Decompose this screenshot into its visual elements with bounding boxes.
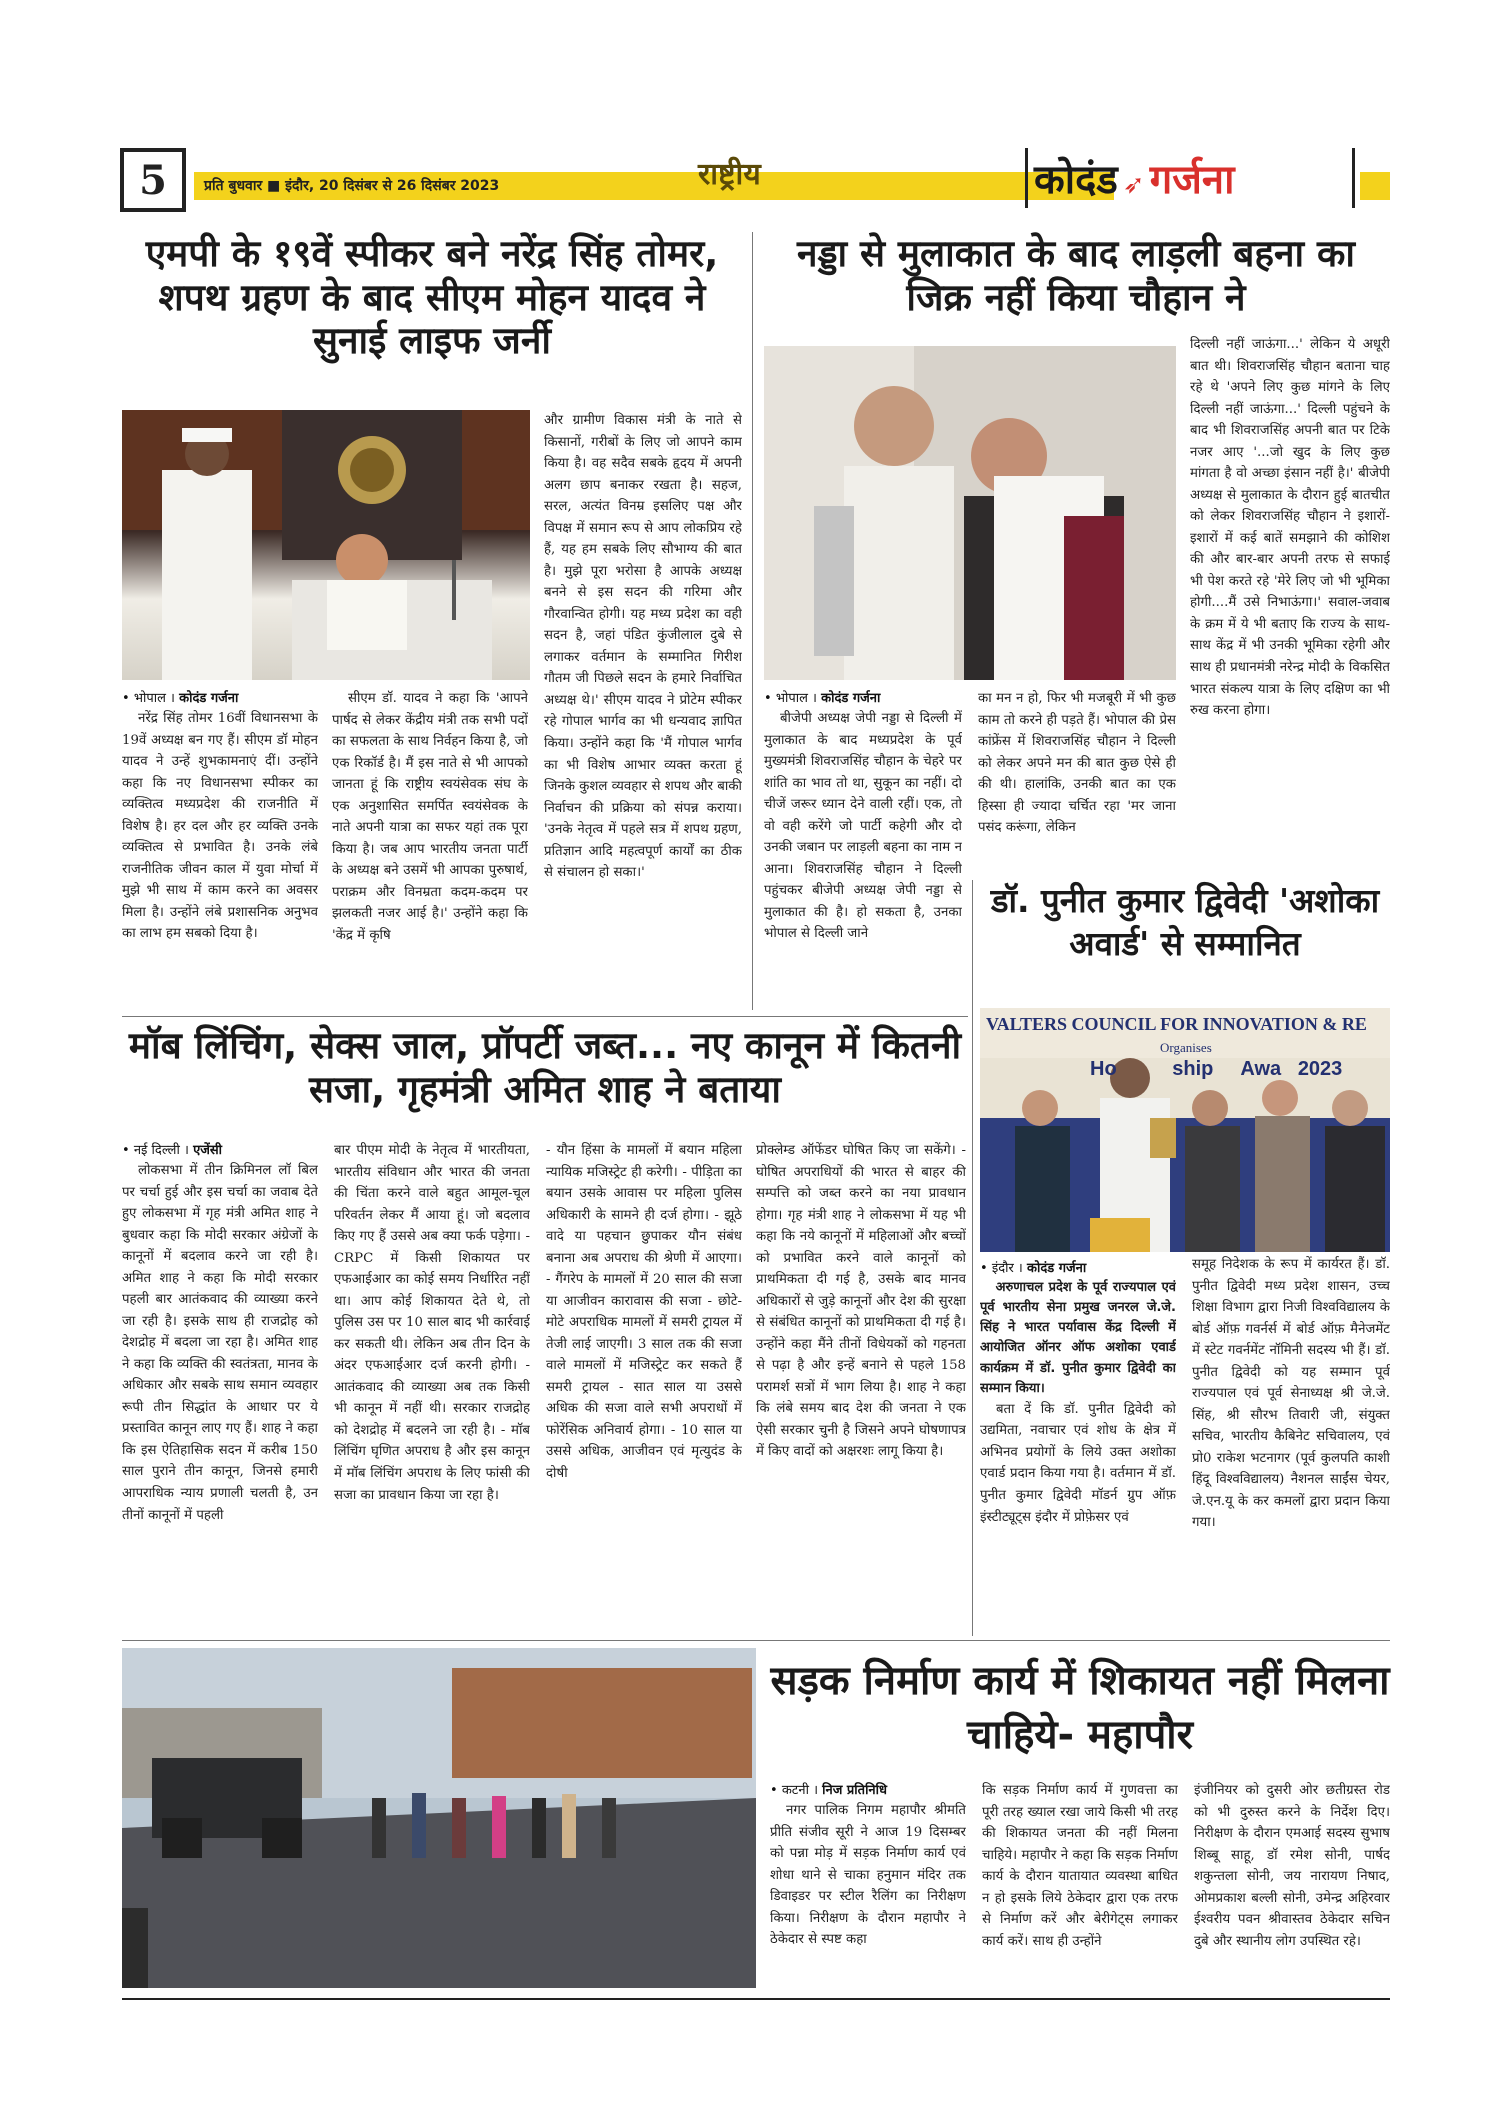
assembly-speaker-icon (122, 410, 530, 680)
road-inspection-icon (122, 1648, 756, 1988)
story2-col3-text: दिल्ली नहीं जाऊंगा...' लेकिन ये अधूरी बात थी। शिवराजसिंह चौहान बताना चाह रहे थे 'अपने लिए कुछ मांगने के लिए दिल्ली नहीं जाऊंगा...' दिल्ली पहुंचने के बाद भी शिवराजसिंह अपनी बात पर टिके नजर आए '...जो खुद के लिए कुछ मांगता है वो अच्छा इंसान नहीं है।' बीजेपी अध्यक्ष से मुलाकात के दौरान हुई बातचीत को लेकर शिवराजसिंह चौहान ने इशारों-इशारों में कई बातें समझाने की कोशिश की और बार-बार अपनी तरफ से सफाई भी पेश करते रहे 'मेरे लिए जो भी भूमिका होगी....मैं उसे निभाऊंगा।' सवाल-जवाब के क्रम में ये भी बताए कि राज्य के साथ-साथ केंद्र में भी उनकी भूमिका रहेगी और साथ ही प्रधानमंत्री नरेन्द्र मोदी के विकसित भारत संकल्प यात्रा के लिए दक्षिण का भी रुख करना होगा। (1190, 337, 1390, 719)
logo-band-right (1360, 172, 1390, 200)
story1-col2 (332, 688, 528, 1008)
story3-col4-text: प्रोक्लेम्ड ऑफेंडर घोषित किए जा सकेंगे। - घोषित अपराधियों की भारत से बाहर की सम्पत्ति को जब्त करने का नया प्रावधान होगा। गृह मंत्री शाह ने लोकसभा में यह भी कहा कि नये कानूनों में महिलाओं और बच्चों को प्रभावित करने वाले कानूनों को प्राथमिकता दी गई है, उसके बाद मानव अधिकारों से जुड़े कानूनों और देश की सुरक्षा से संबंधित कानूनों को प्राथमिकता दी गई है। उन्होंने कहा मैंने तीनों विधेयकों को गहनता से पढ़ा है और इन्हें बनाने से पहले 158 परामर्श सत्रों में भाग लिया है। शाह ने कहा कि लंबे समय बाद देश की जनता ने एक ऐसी सरकार चुनी है जिसने अपने घोषणापत्र में किए वादों को अक्षरशः लागू किया है। (756, 1143, 966, 1460)
bullet: • (770, 1783, 778, 1798)
bullet: • (980, 1261, 988, 1276)
story2-dateline-place: भोपाल । (775, 691, 817, 706)
arrow-icon: ➶ (1122, 170, 1145, 200)
story5-headline: सड़क निर्माण कार्य में शिकायत नहीं मिलना चाहिये- महापौर (770, 1658, 1390, 1758)
story4-col2-text: समूह निदेशक के रूप में कार्यरत हैं। डॉ. पुनीत द्विवेदी मध्य प्रदेश शासन, उच्च शिक्षा विभाग द्वारा निजी विश्वविद्यालय के बोर्ड ऑफ़ गवर्नर्स में बोर्ड ऑफ़ मैनेजमेंट में स्टेट गवर्नमेंट नॉमिनी सदस्य भी हैं। डॉ. पुनीत द्विवेदी को यह सम्मान पूर्व राज्यपाल एवं पूर्व सेनाध्यक्ष श्री जे.जे. सिंह, श्री सौरभ तिवारी जी, संयुक्त सचिव, भारतीय कैबिनेट सचिवालय, एवं प्रो0 राकेश भटनागर (पूर्व कुलपति काशी हिंदू विश्वविद्यालय) नैशनल साईंस चेयर, जे.एन.यू के कर कमलों द्वारा प्रदान किया गया। (1192, 1257, 1390, 1531)
story1-col2-text: सीएम डॉ. यादव ने कहा कि 'आपने पार्षद से लेकर केंद्रीय मंत्री तक सभी पदों का सफलता के साथ निर्वहन किया है, जो एक रिकॉर्ड है। मैं इस नाते से भी आपको जानता हूं कि राष्ट्रीय स्वयंसेवक संघ के एक अनुशासित समर्पित स्वयंसेवक के नाते अपनी यात्रा का सफर यहां तक पूरा किया है। जब आप भारतीय जनता पार्टी के अध्यक्ष बने उसमें भी आपका पुरुषार्थ, पराक्रम और विनम्रता कदम-कदम पर झलकती नजर आई है।' उन्होंने कहा कि 'केंद्र में कृषि (332, 691, 528, 943)
bullet: • (764, 691, 772, 706)
story1-headline: एमपी के १९वें स्पीकर बने नरेंद्र सिंह तोमर, शपथ ग्रहण के बाद सीएम मोहन यादव ने सुनाई लाइफ जर्नी (145, 232, 719, 363)
story3-dateline-source: एजेंसी (193, 1143, 223, 1158)
story5-col2-text: कि सड़क निर्माण कार्य में गुणवत्ता का पूरी तरह ख्याल रखा जाये किसी भी तरह की शिकायत जनता की नहीं मिलना चाहिये। महापौर ने कहा कि सड़क निर्माण कार्य के दौरान यातायात व्यवस्था बाधित न हो इसके लिये ठेकेदार द्वारा एक तरफ से निर्माण करें और बेरीगेट्स लगाकर कार्य करें। साथ ही उन्होंने (982, 1783, 1178, 1949)
section-rule (122, 1016, 968, 1017)
story3-dateline (122, 1140, 222, 1158)
story4-headline: डॉ. पुनीत कुमार द्विवेदी 'अशोका अवार्ड' से सम्मानित (990, 881, 1380, 963)
story3-col3 (546, 1140, 742, 1634)
story2-col1-text: बीजेपी अध्यक्ष जेपी नड्डा से दिल्ली में मुलाकात के बाद मध्यप्रदेश के पूर्व मुख्यमंत्री शिवराजसिंह चौहान के चेहरे पर शांति का भाव तो था, सुकून का नहीं। दो चीजें जरूर ध्यान देने वाली रहीं। एक, तो वो वही करेंगे जो पार्टी कहेगी और दो उनकी जबान पर लाड़ली बहना का नाम न आना। शिवराजसिंह चौहान ने दिल्ली पहुंचकर बीजेपी अध्यक्ष जेपी नड्डा से मुलाकात की है। हो सकता है, उनका भोपाल से दिल्ली जाने (764, 711, 962, 942)
story4-photo (980, 1008, 1390, 1252)
story1-col1-text: नरेंद्र सिंह तोमर 16वीं विधानसभा के 19वें अध्यक्ष बन गए हैं। सीएम डॉ मोहन यादव ने उन्हें शुभकामनाएं दीं। उन्होंने कहा कि नए विधानसभा स्पीकर का व्यक्तित्व मध्यप्रदेश की राजनीति में विशेष है। हर दल और हर व्यक्ति उनके व्यक्तित्व से प्रभावित है। उनके लंबे राजनीतिक जीवन काल में युवा मोर्चा में मुझे भी साथ में काम करने का अवसर मिला है। उन्होंने लंबे प्रशासनिक अनुभव का लाभ हम सबको दिया है। (122, 711, 318, 942)
page-number-box (120, 148, 186, 212)
bullet: • (122, 691, 130, 706)
story4-dateline-place: इंदौर । (991, 1261, 1023, 1276)
story5-col2 (982, 1780, 1178, 1990)
story3-col2-text: बार पीएम मोदी के नेतृत्व में भारतीयता, भारतीय संविधान और भारत की जनता की चिंता करने वाले बहुत आमूल-चूल परिवर्तन लेकर मैं आया हूं। जो बदलाव किए गए हैं उससे अब क्या फर्क पड़ेगा। -CRPC में किसी शिकायत पर एफआईआर का कोई समय निर्धारित नहीं था। आप कोई शिकायत देते थे, तो पुलिस उस पर 10 साल बाद भी कार्रवाई कर सकती थी। लेकिन अब तीन दिन के अंदर एफआईआर दर्ज करनी होगी। - आतंकवाद की व्याख्या अब तक किसी भी कानून में नहीं थी। सरकार राजद्रोह को देशद्रोह में बदलने जा रही है। - मॉब लिंचिंग घृणित अपराध है और इस कानून में मॉब लिंचिंग अपराध के लिए फांसी की सजा का प्रावधान किया जा रहा है। (334, 1143, 530, 1503)
masthead (120, 148, 1390, 212)
story2-headline: नड्डा से मुलाकात के बाद लाड़ली बहना का जिक्र नहीं किया चौहान ने (796, 232, 1356, 319)
story1-photo (122, 410, 530, 680)
story4-col2 (1192, 1254, 1390, 1630)
story2-col1 (764, 708, 962, 1008)
story4-dateline-source: कोदंड गर्जना (1026, 1261, 1087, 1276)
story5-photo (122, 1648, 756, 1988)
story3-headline: मॉब लिंचिंग, सेक्स जाल, प्रॉपर्टी जब्त... नए कानून में कितनी सजा, गृहमंत्री अमित शाह ने बताया (128, 1024, 962, 1111)
story4-lead-text: अरुणाचल प्रदेश के पूर्व राज्यपाल एवं पूर्व भारतीय सेना प्रमुख जनरल जे.जे. सिंह ने भारत पर्यावास केंद्र दिल्ली में आयोजित ऑनर ऑफ अशोका एवार्ड कार्यक्रम में डॉ. पुनीत कुमार द्विवेदी का सम्मान किया। (980, 1280, 1176, 1396)
column-rule (972, 880, 973, 1636)
story2-photo (764, 346, 1176, 680)
story4-dateline (980, 1258, 1086, 1276)
section-rule (122, 1640, 1390, 1641)
story5-dateline-source: निज प्रतिनिधि (822, 1783, 888, 1798)
column-rule (752, 232, 753, 1010)
story4-col1 (980, 1278, 1176, 1630)
story2-col2 (978, 688, 1176, 868)
section-label: राष्ट्रीय (698, 157, 761, 192)
story2-dateline (764, 688, 880, 706)
story5-col1 (770, 1800, 966, 1990)
story2-col2-text: का मन न हो, फिर भी मजबूरी में भी कुछ काम तो करने ही पड़ते हैं। भोपाल की प्रेस कांफ्रेंस में शिवराजसिंह चौहान ने दिल्ली को लेकर अपने मन की बात कुछ ऐसे ही की थी। हालांकि, उनकी बात का एक हिस्सा ही ज्यादा चर्चित रहा 'मर जाना पसंद करूंगा, लेकिन (978, 691, 1176, 836)
story5-col1-text: नगर पालिक निगम महापौर श्रीमति प्रीति संजीव सूरी ने आज 19 दिसम्बर को पन्ना मोड़ में सड़क निर्माण कार्य एवं शोधा थाने से चाका हनुमान मंदिर तक डिवाइडर पर स्टील रैलिंग का निरीक्षण किया। निरीक्षण के दौरान महापौर ने ठेकेदार से स्पष्ट कहा (770, 1803, 966, 1948)
story1-col1 (122, 708, 318, 1008)
logo-divider-right (1352, 148, 1355, 208)
story3-col3-text: - यौन हिंसा के मामलों में बयान महिला न्यायिक मजिस्ट्रेट ही करेगी। - पीड़िता का बयान उसके आवास पर महिला पुलिस अधिकारी के सामने ही दर्ज होगा। - झूठे वादे या पहचान छुपाकर यौन संबंध बनाना अब अपराध की श्रेणी में आएगा। - गैंगरेप के मामलों में 20 साल की सजा या आजीवन कारावास की सजा - छोटे-मोटे अपराधिक मामलों में समरी ट्रायल में तेजी लाई जाएगी। 3 साल तक की सजा वाले मामलों में मजिस्ट्रेट कर सकते हैं समरी ट्रायल - सात साल या उससे अधिक की सजा वाले सभी अपराधों में फोरेंसिक अनिवार्य होगा। - 10 साल या उससे अधिक, आजीवन एवं मृत्युदंड के दोषी (546, 1143, 742, 1481)
story4-lead (980, 1278, 1176, 1399)
story2-col3 (1190, 334, 1390, 874)
story1-dateline (122, 688, 238, 706)
story5-dateline (770, 1780, 887, 1798)
award-banner-top: VALTERS COUNCIL FOR INNOVATION & RE (986, 1014, 1367, 1034)
story3-col1-text: लोकसभा में तीन क्रिमिनल लॉ बिल पर चर्चा हुई और इस चर्चा का जवाब देते हुए लोकसभा में गृह मंत्री अमित शाह ने बुधवार कहा कि मोदी सरकार अंग्रेजों के कानूनों में बदलाव करने जा रही है। अमित शाह ने कहा कि मोदी सरकार पहली बार आतंकवाद की व्याख्या करने जा रही है। इसके साथ ही राजद्रोह को देशद्रोह में बदला जा रहा है। अमित शाह ने कहा कि व्यक्ति की स्वतंत्रता, मानव के अधिकार और सबके साथ समान व्यवहार रूपी तीन सिद्धांत के आधार पर ये प्रस्तावित कानून लाए गए हैं। शाह ने कहा कि इस ऐतिहासिक सदन में करीब 150 साल पुराने तीन कानून, जिनसे हमारी आपराधिक न्याय प्रणाली चलती है, उन तीनों कानूनों में पहली (122, 1163, 318, 1523)
story1-col3 (544, 410, 742, 1008)
logo (1034, 150, 1234, 205)
bullet: • (122, 1143, 130, 1158)
logo-word-1: कोदंड (1034, 157, 1118, 203)
story1-col3-text: और ग्रामीण विकास मंत्री के नाते से किसानों, गरीबों के लिए जो आपने काम किया है। वह सदैव सबके हृदय में अपनी अलग छाप बनाकर रखता है। सहज, सरल, अत्यंत विनम्र इसलिए पक्ष और विपक्ष में समान रूप से आप लोकप्रिय रहे हैं, यह हम सबके लिए सौभाग्य की बात है। मुझे पूरा भरोसा है आपके अध्यक्ष बनने से इस सदन की गरिमा और गौरवान्वित होगी। यह मध्य प्रदेश का वही सदन है, जहां पंडित कुंजीलाल दुबे से लगाकर वर्तमान के सम्मानित गिरीश गौतम जी पिछले सदन के हमारे निर्वाचित अध्यक्ष थे।' सीएम यादव ने प्रोटेम स्पीकर रहे गोपाल भार्गव का भी धन्यवाद ज्ञापित किया। उन्होंने कहा कि 'मैं गोपाल भार्गव का भी विशेष आभार व्यक्त करता हूं जिनके कुशल व्यवहार से शपथ और बाकी निर्वाचन की प्रक्रिया को संपन्न कराया। 'उनके नेतृत्व में पहले सत्र में शपथ ग्रहण, प्रतिज्ञान आदि महत्वपूर्ण कार्यों का ठीक से संचालन हो सका।' (544, 413, 742, 881)
award-banner-mid: Organises (1160, 1040, 1212, 1055)
issue-line: प्रति बुधवार ■ इंदौर, 20 दिसंबर से 26 दिसंबर 2023 (204, 178, 500, 194)
story5-col3-text: इंजीनियर को दुसरी ओर छतीग्रस्त रोड को भी दुरुस्त करने के निर्देश दिए। निरीक्षण के दौरान एमआई सदस्य सुभाष शिब्बू साहू, डॉ रमेश सोनी, पार्षद शकुन्तला सोनी, जय नारायण निषाद, ओमप्रकाश बल्ली सोनी, उमेन्द्र अहिरवार ईश्वरीय पवन श्रीवास्तव ठेकेदार सचिन दुबे और स्थानीय लोग उपस्थित रहे। (1194, 1783, 1390, 1949)
footer-rule (122, 1998, 1390, 2000)
story4-col1-text: बता दें कि डॉ. पुनीत द्विवेदी को उद्यमिता, नवाचार एवं शोध के क्षेत्र में अभिनव प्रयोगों के लिये उक्त अशोका एवार्ड प्रदान किया गया है। वर्तमान में डॉ. पुनीत कुमार द्विवेदी मॉडर्न ग्रुप ऑफ़ इंस्टीट्यूट्स इंदौर में प्रोफ़ेसर एवं (980, 1401, 1176, 1525)
page-number: 5 (139, 156, 167, 204)
story3-col2 (334, 1140, 530, 1634)
logo-word-2: गर्जना (1149, 157, 1235, 203)
award-banner-low: Ho ship Awa 2023 (1090, 1058, 1343, 1080)
nadda-chouhan-meeting-icon (764, 346, 1176, 680)
story1-dateline-source: कोदंड गर्जना (179, 691, 239, 706)
story3-dateline-place: नई दिल्ली । (133, 1143, 189, 1158)
story1-dateline-place: भोपाल । (133, 691, 175, 706)
story5-dateline-place: कटनी । (781, 1783, 818, 1798)
story2-dateline-source: कोदंड गर्जना (821, 691, 881, 706)
story5-col3 (1194, 1780, 1390, 1990)
story3-col4 (756, 1140, 966, 1634)
logo-divider-left (1025, 148, 1028, 208)
story3-col1 (122, 1160, 318, 1634)
